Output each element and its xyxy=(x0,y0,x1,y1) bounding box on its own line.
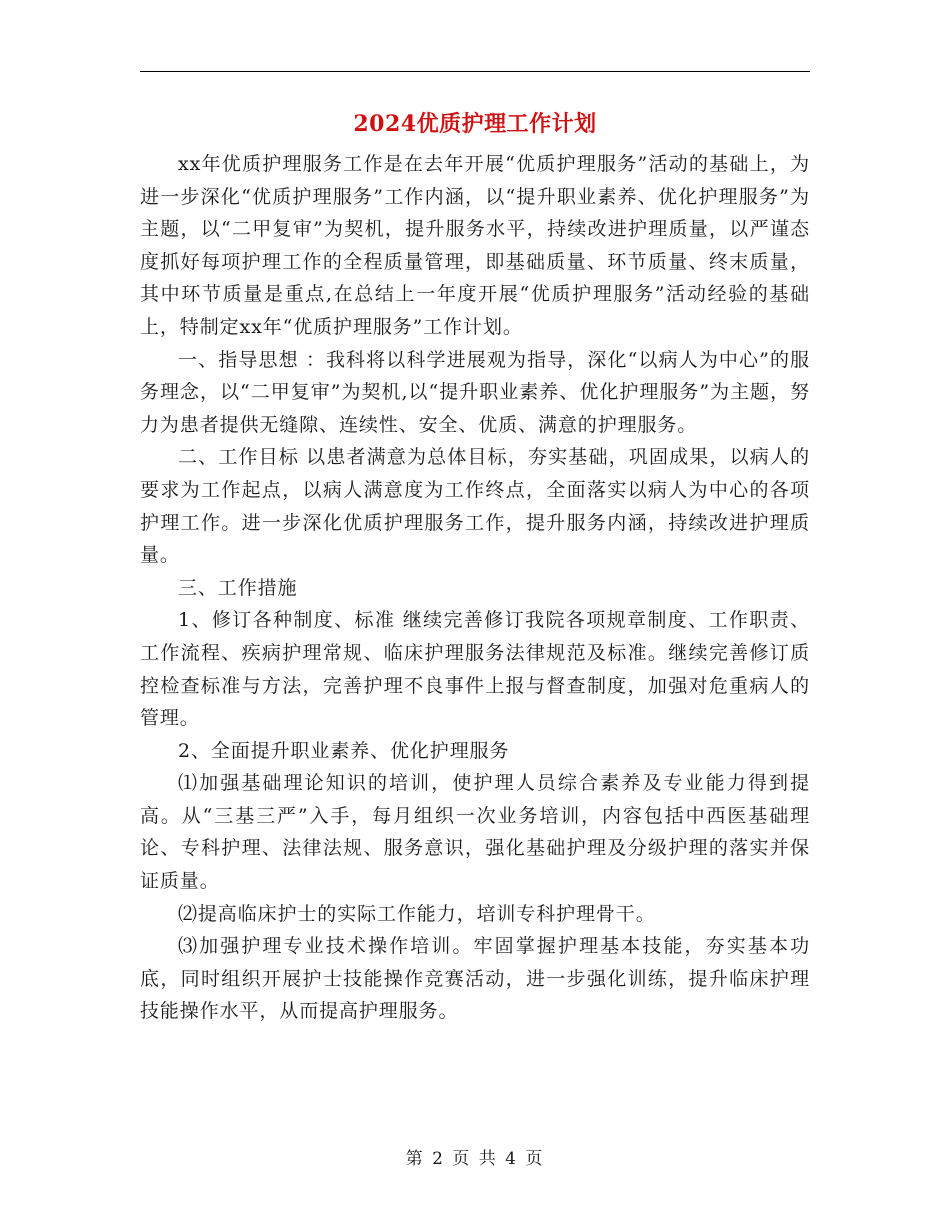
document-body xyxy=(140,148,810,1028)
measure-2-item-3: ⑶加强护理专业技术操作培训。牢固掌握护理基本技能，夯实基本功底，同时组织开展护士技能操作竞赛活动，进一步强化训练，提升临床护理技能操作水平，从而提高护理服务。 xyxy=(140,935,810,1023)
document-title: 2024优质护理工作计划 xyxy=(353,111,597,137)
header-rule xyxy=(140,71,810,72)
measure-2-item-2: ⑵提高临床护士的实际工作能力，培训专科护理骨干。 xyxy=(178,902,656,925)
intro-paragraph: xx年优质护理服务工作是在去年开展“优质护理服务”活动的基础上，为进一步深化“优质护理服务”工作内涵，以“提升职业素养、优化护理服务”为主题，以“二甲复审”为契机，提升服务水平，持续改进护理质量，以严谨态度抓好每项护理工作的全程质量管理，即基础质量、环节质量、终末质量，其中环节质量是重点,在总结上一年度开展“优质护理服务”活动经验的基础上，特制定xx年“优质护理服务”工作计划。 xyxy=(140,153,810,338)
guiding-principle-paragraph: 一、指导思想 ：我科将以科学进展观为指导，深化“以病人为中心”的服务理念，以“二甲复审”为契机,以“提升职业素养、优化护理服务”为主题，努力为患者提供无缝隙、连续性、安全、优质、满意的护理服务。 xyxy=(140,348,810,436)
measure-1-paragraph: 1、修订各种制度、标准 继续完善修订我院各项规章制度、工作职责、工作流程、疾病护理常规、临床护理服务法律规范及标准。继续完善修订质控检查标准与方法，完善护理不良事件上报与督查制度，加强对危重病人的管理。 xyxy=(140,609,810,730)
measure-2-item-1: ⑴加强基础理论知识的培训，使护理人员综合素养及专业能力得到提高。从“三基三严”入手，每月组织一次业务培训，内容包括中西医基础理论、专科护理、法律法规、服务意识，强化基础护理及分级护理的落实并保证质量。 xyxy=(140,772,810,893)
work-measures-heading: 三、工作措施 xyxy=(178,576,298,599)
page-number-footer: 第 2 页 共 4 页 xyxy=(405,1149,545,1169)
work-goal-paragraph: 二、工作目标 以患者满意为总体目标，夯实基础，巩固成果，以病人的要求为工作起点，以病人满意度为工作终点，全面落实以病人为中心的各项护理工作。进一步深化优质护理服务工作，提升服务内涵，持续改进护理质量。 xyxy=(140,446,810,567)
measure-2-heading: 2、全面提升职业素养、优化护理服务 xyxy=(178,739,510,762)
